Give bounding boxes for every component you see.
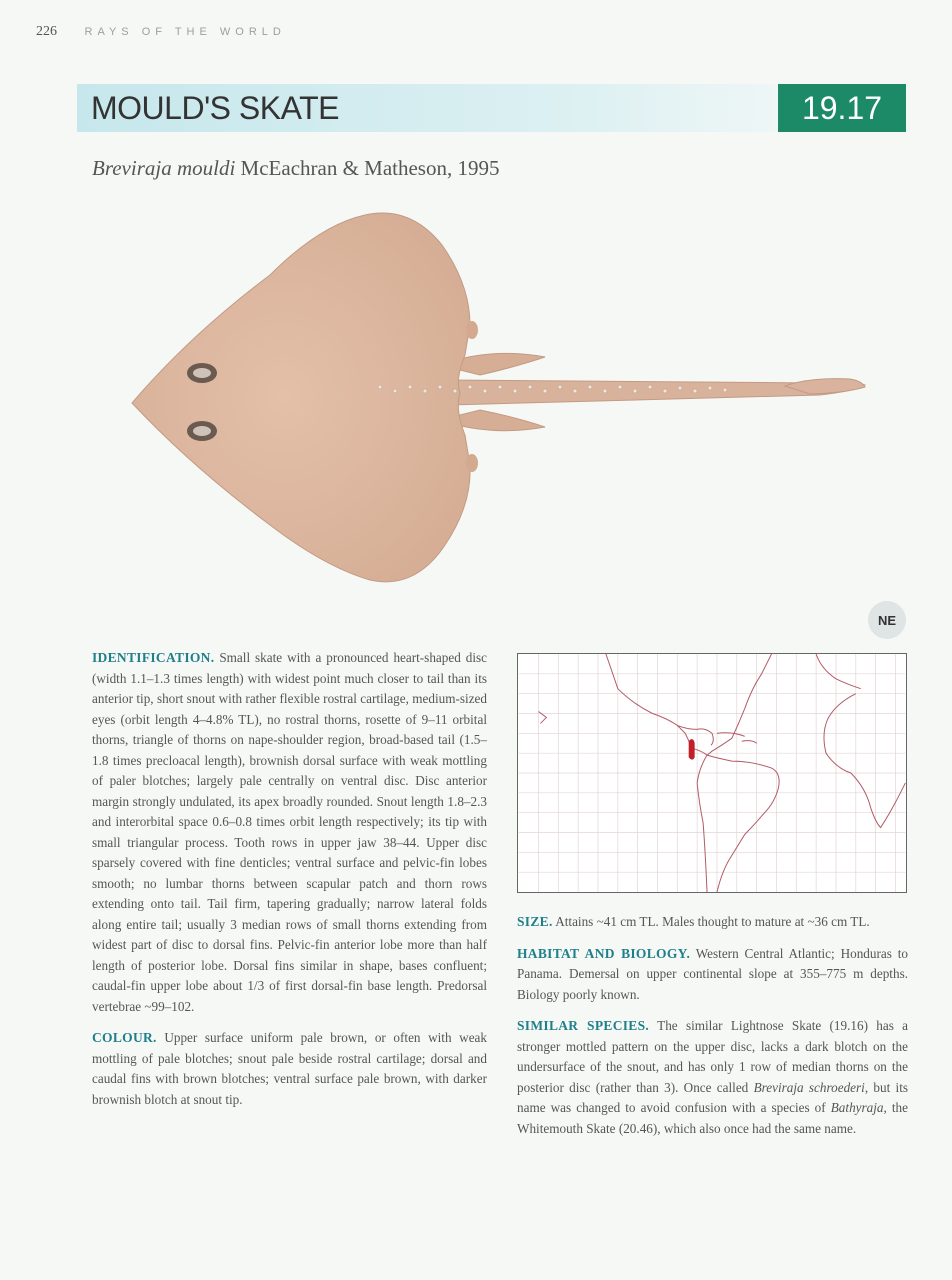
identification-paragraph xyxy=(92,648,487,1017)
habitat-text: Western Central Atlantic; Honduras to Panama. Demersal on upper continental slope at 355–775 m depths. Biology poorly known. xyxy=(517,945,909,1002)
distribution-map xyxy=(517,653,907,893)
similar-text-2: , but its name was changed to avoid confusion with a species of xyxy=(517,1079,908,1115)
skate-eye-lower xyxy=(187,421,217,441)
book-title: RAYS OF THE WORLD xyxy=(84,26,286,38)
region-badge: NE xyxy=(868,601,906,639)
identification-heading: IDENTIFICATION. xyxy=(92,650,215,665)
habitat-heading: HABITAT AND BIOLOGY. xyxy=(517,945,691,961)
identification-text: Small skate with a pronounced heart-shaped disc (width 1.1–1.3 times length) with widest point much closer to tail than its anterior tip, short snout with rather flexible rostral cartilage, medium-sized eyes (orbit length 4–4.8% TL), no rostral thorns, rosette of 9–11 orbital thorns, triangle of thorns on nape-shoulder region, broad-based tail (1.5–1.8 times precloacal length), brownish dorsal surface with weak mottling of paler blotches; largely pale centrally on ventral disc. Disc anterior margin strongly undulated, its apex broadly rounded. Snout length 1.8–2.3 and interorbital space 0.6–0.8 times orbit length respectively; its tip with small triangular process. Tooth rows in upper jaw 38–44. Upper disc sparsely covered with fine denticles; ventral surface and pelvic-fin lobes smooth; no lumbar thorns between scapular patch and thorn rows extending onto tail. Tail firm, tapering gradually; narrow lateral folds along entire tail; usually 3 median rows of small thorns extending from widest part of disc to dorsal fins. Pelvic-fin anterior lobe more than half length of posterior lobe. Dorsal fins similar in shape, bases confluent; caudal-fin upper lobe about 1/3 of first dorsal-fin base length. Predorsal vertebrae ~99–102. xyxy=(92,650,487,1014)
skate-eye-upper xyxy=(187,363,217,383)
left-column xyxy=(92,648,487,1121)
page-number: 226 xyxy=(36,24,57,39)
similar-italic-1: Breviraja schroederi xyxy=(753,1079,865,1095)
map-range xyxy=(689,740,694,759)
species-common-name: MOULD'S SKATE xyxy=(91,90,339,126)
size-heading: SIZE. xyxy=(517,914,553,929)
similar-species-paragraph xyxy=(517,1016,908,1139)
size-text: Attains ~41 cm TL. Males thought to mature at ~36 cm TL. xyxy=(552,914,870,929)
colour-heading: COLOUR. xyxy=(92,1030,157,1045)
right-column xyxy=(517,912,908,1150)
map-grid xyxy=(519,654,906,892)
running-head xyxy=(36,24,286,40)
authority: McEachran & Matheson, 1995 xyxy=(235,156,500,180)
skate-illustration xyxy=(120,205,880,595)
species-number: 19.17 xyxy=(801,89,883,126)
size-paragraph xyxy=(517,912,908,933)
species-number-box xyxy=(778,84,906,132)
similar-text-3: , the Whitemouth Skate (20.46), which also once had the same name. xyxy=(517,1100,908,1136)
colour-paragraph xyxy=(92,1028,487,1110)
skate-disc xyxy=(132,213,470,582)
habitat-paragraph xyxy=(517,944,908,1006)
similar-italic-2: Bathyraja xyxy=(830,1100,884,1115)
scientific-name: Breviraja mouldi xyxy=(92,156,236,180)
title-band xyxy=(77,84,777,132)
similar-text-1: The similar Lightnose Skate (19.16) has a stronger mottled pattern on the upper disc, lacks a dark blotch on the undersurface of the snout, and has only 1 row of median thorns on the posterior disc (rather than 3). Once called xyxy=(517,1018,908,1095)
scientific-name-line xyxy=(92,156,499,181)
similar-species-heading: SIMILAR SPECIES. xyxy=(517,1018,650,1033)
colour-text: Upper surface uniform pale brown, or often with weak mottling of pale blotches; snout pale beside rostral cartilage; dorsal and caudal fins with brown blotches; ventral surface pale brown, with darker brownish blotch at snout tip. xyxy=(92,1030,487,1107)
